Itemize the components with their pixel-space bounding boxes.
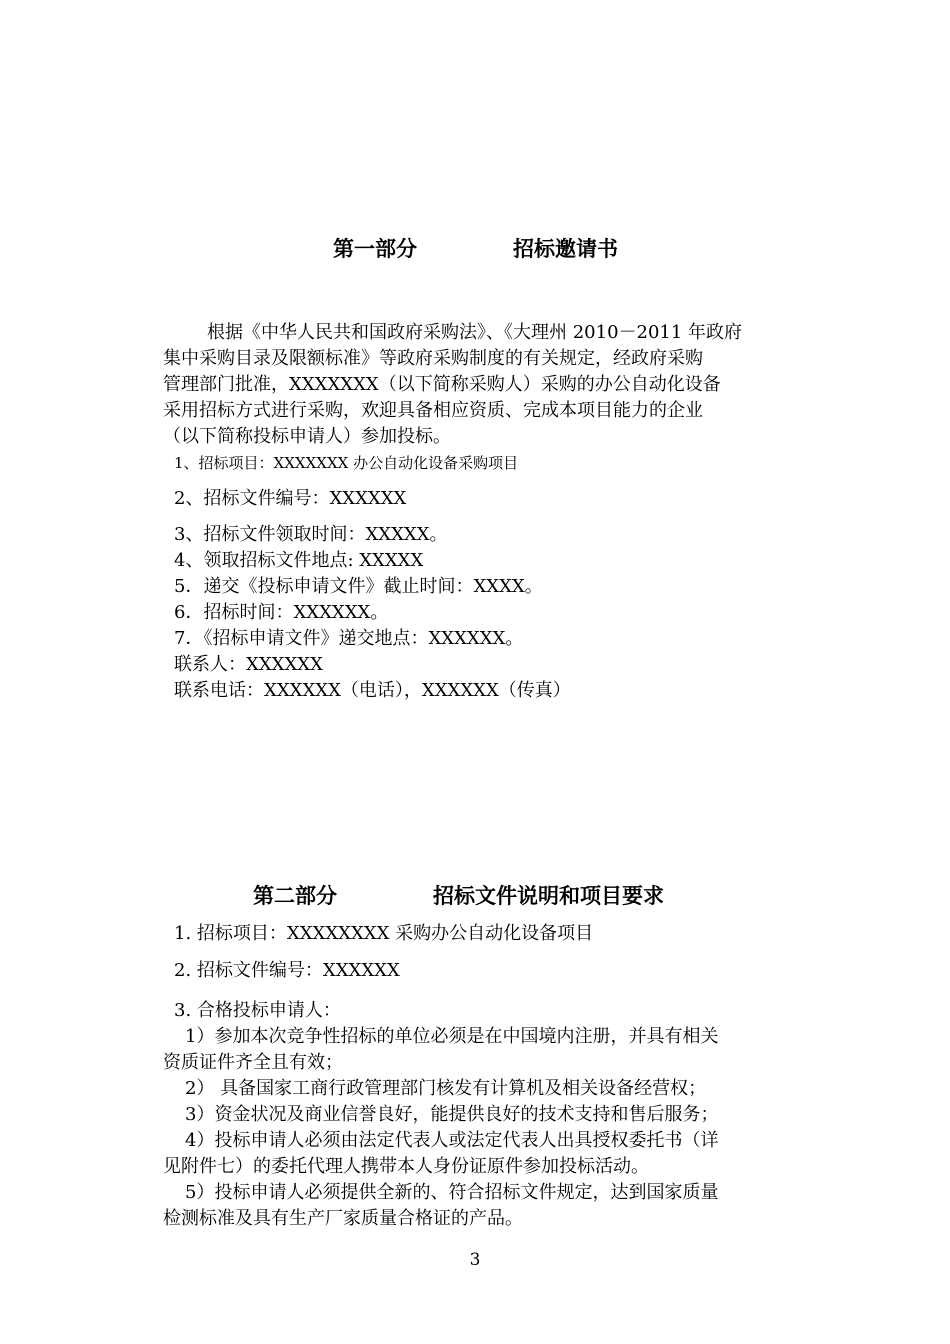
- part1-item-collect-time: 3、招标文件领取时间：XXXXX。: [174, 524, 448, 545]
- part1-item-deadline: 5．递交《投标申请文件》截止时间：XXXX。: [174, 576, 543, 597]
- page-number: 3: [469, 1250, 481, 1270]
- part2-requirement-line: 4）投标申请人必须由法定代表人或法定代表人出具授权委托书（详: [185, 1130, 719, 1151]
- part2-requirement-line: 见附件七）的委托代理人携带本人身份证原件参加投标活动。: [163, 1156, 649, 1177]
- part1-item-bid-time: 6．招标时间：XXXXXX。: [174, 602, 389, 623]
- part1-contact-phone: 联系电话：XXXXXX（电话），XXXXXX（传真）: [174, 680, 571, 701]
- part1-contact-person: 联系人：XXXXXX: [174, 654, 323, 675]
- part2-title-label: 第二部分: [253, 884, 337, 908]
- part2-title-text: 招标文件说明和项目要求: [433, 884, 664, 908]
- part2-requirement-line: 资质证件齐全且有效；: [163, 1052, 343, 1073]
- part1-paragraph-line: 集中采购目录及限额标准》等政府采购制度的有关规定，经政府采购: [163, 348, 703, 369]
- part1-item-collect-place: 4、领取招标文件地点: XXXXX: [174, 550, 424, 571]
- part2-item-qualified-bidder: 3. 合格投标申请人：: [174, 1000, 341, 1021]
- part1-paragraph-line: 管理部门批准，XXXXXXX（以下简称采购人）采购的办公自动化设备: [163, 374, 721, 395]
- part2-requirement-line: 检测标准及具有生产厂家质量合格证的产品。: [163, 1208, 523, 1229]
- part2-requirement-line: 2） 具备国家工商行政管理部门核发有计算机及相关设备经营权；: [185, 1078, 707, 1099]
- part1-paragraph-line: （以下简称投标申请人）参加投标。: [163, 426, 451, 447]
- part2-requirement-line: 5）投标申请人必须提供全新的、符合招标文件规定，达到国家质量: [185, 1182, 719, 1203]
- part1-paragraph-line: 根据《中华人民共和国政府采购法》、《大理州 2010－2011 年政府: [207, 322, 743, 343]
- part2-requirement-line: 3）资金状况及商业信誉良好，能提供良好的技术支持和售后服务；: [185, 1104, 719, 1125]
- part2-requirement-line: 1）参加本次竞争性招标的单位必须是在中国境内注册，并具有相关: [185, 1026, 719, 1047]
- part1-paragraph-line: 采用招标方式进行采购，欢迎具备相应资质、完成本项目能力的企业: [163, 400, 703, 421]
- part1-item-doc-number: 2、招标文件编号：XXXXXX: [174, 488, 407, 509]
- part1-title-label: 第一部分: [333, 237, 417, 261]
- part2-item-project: 1. 招标项目：XXXXXXXX 采购办公自动化设备项目: [174, 923, 594, 944]
- part1-title-text: 招标邀请书: [513, 237, 618, 261]
- part2-item-doc-number: 2. 招标文件编号：XXXXXX: [174, 960, 400, 981]
- part1-item-submit-place: 7．《招标申请文件》递交地点：XXXXXX。: [174, 628, 524, 649]
- part1-item-project: 1、招标项目：XXXXXXX 办公自动化设备采购项目: [174, 454, 519, 472]
